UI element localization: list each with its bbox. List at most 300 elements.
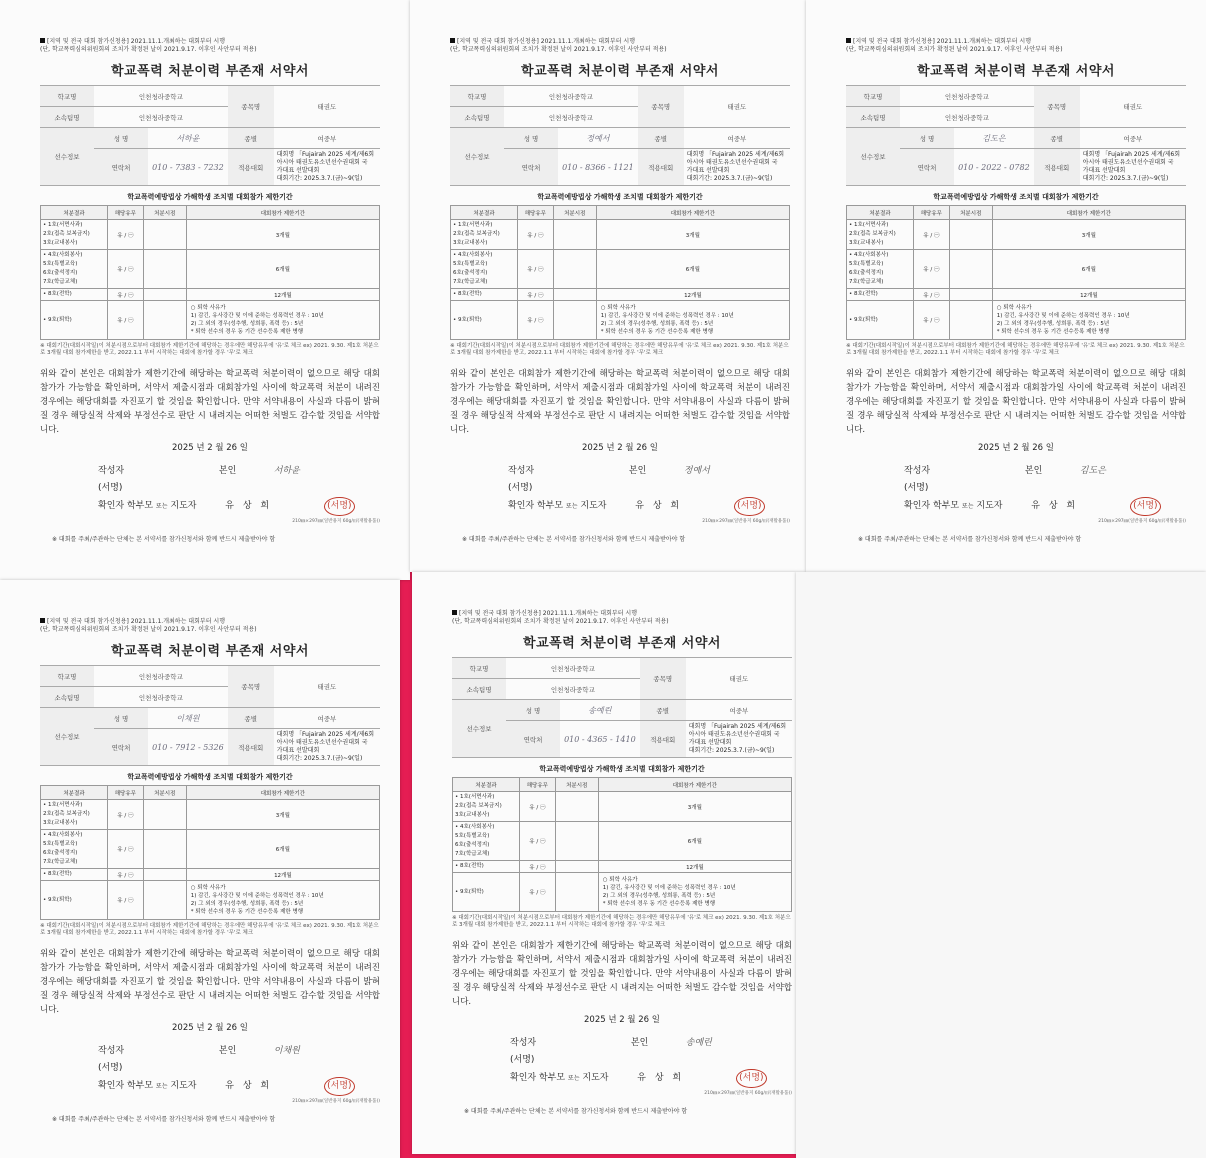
table-row [451,289,790,301]
disposition-date-cell [143,250,186,289]
disposition-date-cell [143,289,186,301]
event-line: 대회명 「Fujairah 2025 세계/제6회 [1082,151,1181,158]
paper-size-note: 210㎜×297㎜(일반용지 60g/㎡(재활용품)) [292,1099,380,1104]
disposition-item: 2호(접촉 보복금지) [43,811,90,817]
header-line-2: (단, 학교폭력심의위원회의 조치가 확정된 날이 2021.9.17. 이후인 사안부터 적용) [452,618,669,625]
disposition-item: • 4호(사회봉사) [43,252,83,258]
confirmer-label: 확인자 [510,1073,537,1083]
header-text: [지역 및 전국 대회 참가신청용] 2021.11.1.개최하는 대회부터 시행 [459,610,637,617]
sign-label: (서명) [510,1055,535,1065]
player-name: 김도은 [954,128,1034,149]
table-note: ※ 대회기간(대회시작일)이 처분시점으로부터 대회참가 제한기간에 해당하는 경우에만 해당유무에 '유'로 체크 ex) 2021. 9.30. 제1호 처분으로 3개월 대회 참가제한을 받고, 2022.1.1 부터 시작하는 대회에 참가할 경우 '무'로 체크 [846,343,1185,356]
restriction-table-title: 학교폭력예방법상 가해학생 조치별 대회참가 제한기간 [537,193,703,201]
school-label: 학교명 [452,658,506,679]
disposition-item: 3호(교내봉사) [849,240,884,246]
event-kind-label: 종목명 [638,86,684,128]
writer-signature: 서하윤 [273,466,300,476]
header-bullet-icon [452,610,457,615]
writer-label: 작성자 [904,466,931,476]
clause-line: * 퇴학 선수의 경우 동 기간 선수등록 제한 병행 [602,901,716,907]
applicability-mark: 유 / ㊀ [914,220,950,250]
school-value: 인천청라중학교 [504,86,638,107]
disposition-cell [41,220,108,250]
writer-signature: 정예서 [683,466,710,476]
school-label: 학교명 [40,86,94,107]
applicability-mark: 유 / ㊀ [520,792,556,822]
disposition-cell: • 8호(전학) [451,289,518,301]
contact-label: 연락처 [94,149,148,186]
event-entered-label: 적용대회 [1034,149,1080,186]
event-line: 아시아 태권도유소년선수권대회 국 [1082,159,1174,166]
disposition-item: 6호(출석정지) [43,850,78,856]
expulsion-clauses [598,873,791,912]
player-phone: 010 - 7912 - 5326 [148,729,228,766]
applicability-mark: 유 / ㊀ [914,289,950,301]
blank-sheet [796,572,1206,1158]
table-row [847,289,1186,301]
disposition-date-cell [555,822,598,861]
writer-label: 작성자 [508,466,535,476]
disposition-item: 5호(특별교육) [455,833,490,839]
header-bullet-icon [40,38,45,43]
player-name: 정예서 [558,128,638,149]
col-header: 해당유무 [914,206,950,220]
restriction-table [450,205,790,340]
coach-label: 지도자 [580,501,607,511]
disposition-date-cell [553,289,596,301]
disposition-item: 7호(학급교체) [43,859,78,865]
footnote: ※ 대회를 주최/주관하는 단체는 본 서약서를 참가신청서와 함께 반드시 제출받아야 함 [52,1116,276,1123]
event-line: 가대표 선발대회 [276,747,320,754]
player-info-label: 선수정보 [40,128,94,186]
clause-line: * 퇴학 선수의 경우 동 기간 선수등록 제한 병행 [190,329,304,335]
event-line: 대회명 「Fujairah 2025 세계/제6회 [276,151,375,158]
paper-size-note: 210㎜×297㎜(일반용지 60g/㎡(재활용품)) [704,1091,792,1096]
disposition-item: 3호(교내봉사) [43,820,78,826]
table-row [41,869,380,881]
clause-line: * 퇴학 선수의 경우 동 기간 선수등록 제한 병행 [996,329,1110,335]
event-line: 대회명 「Fujairah 2025 세계/제6회 [688,723,787,730]
pledge-body: 위와 같이 본인은 대회참가 제한기간에 해당하는 학교폭력 처분이력이 없으므로 해당 대회 참가가 가능함을 확인하며, 서약서 제출시점과 대회참가일 사이에 학교폭력 처분이 내려진 경우에는 해당대회를 자진포기 할 것임을 확인합니다. 만약 서약내용이 사실과 다름이 밝혀질 경우 해당실적 삭제와 부정선수로 판단 시 내려지는 어떠한 처벌도 감수할 것임을 서약합니다. [452,941,792,1007]
disposition-item: • 1호(서면사과) [43,222,83,228]
gender-class-label: 종별 [228,708,274,729]
contact-label: 연락처 [506,721,560,758]
disposition-item: 2호(접촉 보복금지) [43,231,90,237]
disposition-date-cell [555,873,598,912]
disposition-date-cell [553,250,596,289]
self-label: 본인 [218,466,237,476]
table-row [453,822,792,861]
col-header: 대회참가 제한기간 [992,206,1185,220]
or-label: 또는 [961,503,974,510]
disposition-date-cell [949,220,992,250]
coach-label: 지도자 [170,1081,197,1091]
paper-size-note: 210㎜×297㎜(일반용지 60g/㎡(재활용품)) [1098,519,1186,524]
signature-block [98,463,380,516]
event-kind-value: 태권도 [1080,86,1186,128]
disposition-date-cell [143,830,186,869]
disposition-date-cell [555,861,598,873]
disposition-cell [453,792,520,822]
disposition-cell: • 8호(전학) [41,869,108,881]
footnote: ※ 대회를 주최/주관하는 단체는 본 서약서를 참가신청서와 함께 반드시 제출받아야 함 [858,536,1082,543]
col-header: 해당유무 [108,786,144,800]
player-info-table [450,85,790,186]
table-row [453,873,792,912]
header-line-1 [452,610,792,618]
sign-label: (서명) [904,483,929,493]
clause-line: 2) 그 외의 경우(성추행, 성희롱, 폭력 등) : 5년 [190,321,304,327]
seal-stamp: (서명) [324,497,354,516]
school-value: 인천청라중학교 [506,658,640,679]
team-label: 소속팀명 [846,107,900,128]
header-line-1 [846,38,1186,46]
agreement-document [846,38,1186,543]
restriction-table-title: 학교폭력예방법상 가해학생 조치별 대회참가 제한기간 [127,773,293,781]
event-entered-label: 적용대회 [640,721,686,758]
disposition-item: • 4호(사회봉사) [455,824,495,830]
applicability-mark: 유 / ㊀ [518,301,554,340]
player-name: 서하윤 [148,128,228,149]
writer-signature: 이채원 [273,1046,300,1056]
guardian-label: 학부모 [536,501,564,511]
writer-row [508,463,790,497]
school-value: 인천청라중학교 [94,86,228,107]
col-header: 처분시점 [143,786,186,800]
disposition-cell: • 8호(전학) [41,289,108,301]
event-entered-value [1080,149,1186,186]
clause-line: ○ 퇴학 사유가 [996,305,1032,311]
event-kind-value: 태권도 [274,666,380,708]
footnote: ※ 대회를 주최/주관하는 단체는 본 서약서를 참가신청서와 함께 반드시 제출받아야 함 [464,1108,688,1115]
header-line-1 [40,618,380,626]
table-row [41,301,380,340]
disposition-date-cell [143,220,186,250]
clause-line: 2) 그 외의 경우(성추행, 성희롱, 폭력 등) : 5년 [996,321,1110,327]
applicability-mark: 유 / ㊀ [520,861,556,873]
disposition-cell: • 9호(퇴학) [41,301,108,340]
header-line-2: (단, 학교폭력심의위원회의 조치가 확정된 날이 2021.9.17. 이후인 사안부터 적용) [846,46,1063,53]
event-kind-value: 태권도 [684,86,790,128]
clause-line: 1) 감긴, 유사강간 및 이에 준하는 성폭력인 경우 : 10년 [190,313,324,319]
player-info-table [40,85,380,186]
applicability-mark: 유 / ㊀ [518,289,554,301]
header-line-2: (단, 학교폭력심의위원회의 조치가 확정된 날이 2021.9.17. 이후인 사안부터 적용) [40,46,257,53]
player-info-table [452,657,792,758]
player-info-table [846,85,1186,186]
disposition-cell: • 9호(퇴학) [451,301,518,340]
disposition-date-cell [949,250,992,289]
col-header: 처분결과 [451,206,518,220]
confirmer-row [98,1077,380,1096]
pledge-body: 위와 같이 본인은 대회참가 제한기간에 해당하는 학교폭력 처분이력이 없으므로 해당 대회 참가가 가능함을 확인하며, 서약서 제출시점과 대회참가일 사이에 학교폭력 처분이 내려진 경우에는 해당대회를 자진포기 할 것임을 확인합니다. 만약 서약내용이 사실과 다름이 밝혀질 경우 해당실적 삭제와 부정선수로 판단 시 내려지는 어떠한 처벌도 감수할 것임을 서약합니다. [846,369,1186,435]
col-header: 처분결과 [41,786,108,800]
restriction-table [40,785,380,920]
disposition-date-cell [553,220,596,250]
table-row [847,220,1186,250]
event-period: 대회기간: 2025.3.7.(금)~9(일) [1082,175,1169,182]
confirmer-row [508,497,790,516]
player-info-label: 선수정보 [40,708,94,766]
writer-row [98,1043,380,1077]
disposition-item: 2호(접촉 보복금지) [453,231,500,237]
applicability-mark: 유 / ㊀ [108,250,144,289]
restriction-table-title: 학교폭력예방법상 가해학생 조치별 대회참가 제한기간 [539,765,705,773]
header-bullet-icon [846,38,851,43]
disposition-item: 7호(학급교체) [453,279,488,285]
table-row [41,800,380,830]
clause-line: ○ 퇴학 사유가 [190,885,226,891]
header-text: [지역 및 전국 대회 참가신청용] 2021.11.1.개최하는 대회부터 시행 [853,38,1031,45]
disposition-cell: • 9호(퇴학) [453,873,520,912]
header-bullet-icon [40,618,45,623]
writer-row [510,1035,792,1069]
event-line: 가대표 선발대회 [276,167,320,174]
restriction-period: 3개월 [186,220,379,250]
disposition-item: 7호(학급교체) [455,851,490,857]
clause-line: 1) 감긴, 유사강간 및 이에 준하는 성폭력인 경우 : 10년 [996,313,1130,319]
writer-signature: 김도은 [1079,466,1106,476]
clause-line: ○ 퇴학 사유가 [600,305,636,311]
table-note: ※ 대회기간(대회시작일)이 처분시점으로부터 대회참가 제한기간에 해당하는 경우에만 해당유무에 '유'로 체크 ex) 2021. 9.30. 제1호 처분으로 3개월 대회 참가제한을 받고, 2022.1.1 부터 시작하는 대회에 참가할 경우 '무'로 체크 [452,915,791,928]
disposition-cell [41,250,108,289]
disposition-item: 5호(특별교육) [453,261,488,267]
disposition-item: 6호(출석정지) [453,270,488,276]
seal-stamp: (서명) [736,1069,766,1088]
paper-size-note: 210㎜×297㎜(일반용지 60g/㎡(재활용품)) [292,519,380,524]
table-row [451,250,790,289]
or-label: 또는 [567,1075,580,1082]
event-entered-value [274,149,380,186]
team-label: 소속팀명 [40,107,94,128]
seal-stamp: (서명) [734,497,764,516]
event-kind-label: 종목명 [228,86,274,128]
school-label: 학교명 [846,86,900,107]
restriction-period: 6개월 [598,822,791,861]
writer-row [98,463,380,497]
col-header: 대회참가 제한기간 [186,786,379,800]
agreement-sheet [412,572,796,1154]
paper-size-note: 210㎜×297㎜(일반용지 60g/㎡(재활용품)) [702,519,790,524]
name-label: 성 명 [504,128,558,149]
guardian-label: 학부모 [932,501,960,511]
col-header: 대회참가 제한기간 [598,778,791,792]
disposition-cell: • 8호(전학) [453,861,520,873]
event-line: 아시아 태권도유소년선수권대회 국 [686,159,778,166]
disposition-date-cell [949,289,992,301]
disposition-date-cell [143,301,186,340]
coach-label: 지도자 [976,501,1003,511]
event-line: 가대표 선발대회 [688,739,732,746]
table-row [453,861,792,873]
disposition-date-cell [143,881,186,920]
writer-label: 작성자 [510,1038,537,1048]
disposition-item: 6호(출석정지) [455,842,490,848]
event-line: 대회명 「Fujairah 2025 세계/제6회 [276,731,375,738]
col-header: 해당유무 [518,206,554,220]
disposition-cell [41,800,108,830]
expulsion-clauses [186,301,379,340]
document-title: 학교폭력 처분이력 부존재 서약서 [521,64,719,79]
guardian-label: 학부모 [126,501,154,511]
coach-name: 유 상 희 [635,501,683,511]
event-line: 아시아 태권도유소년선수권대회 국 [688,731,780,738]
event-entered-value [686,721,792,758]
clause-line: 1) 감긴, 유사강간 및 이에 준하는 성폭력인 경우 : 10년 [600,313,734,319]
header-text: [지역 및 전국 대회 참가신청용] 2021.11.1.개최하는 대회부터 시행 [457,38,635,45]
col-header: 처분시점 [143,206,186,220]
clause-line: ○ 퇴학 사유가 [190,305,226,311]
event-kind-label: 종목명 [640,658,686,700]
contact-label: 연락처 [504,149,558,186]
coach-name: 유 상 희 [225,501,273,511]
sign-label: (서명) [508,483,533,493]
expulsion-clauses [186,881,379,920]
restriction-period: 6개월 [186,830,379,869]
header-line-1 [40,38,380,46]
gender-class-label: 종별 [638,128,684,149]
signature-block [904,463,1186,516]
restriction-period: 12개월 [596,289,789,301]
agreement-sheet [806,0,1206,572]
agreement-document [40,618,380,1123]
restriction-table [40,205,380,340]
disposition-item: 5호(특별교육) [849,261,884,267]
player-phone: 010 - 2022 - 0782 [954,149,1034,186]
signature-block [98,1043,380,1096]
header-bullet-icon [450,38,455,43]
restriction-period: 12개월 [992,289,1185,301]
applicability-mark: 유 / ㊀ [108,830,144,869]
disposition-item: 2호(접촉 보복금지) [849,231,896,237]
or-label: 또는 [155,503,168,510]
table-row [847,301,1186,340]
col-header: 대회참가 제한기간 [596,206,789,220]
or-label: 또는 [565,503,578,510]
event-line: 아시아 태권도유소년선수권대회 국 [276,739,368,746]
applicability-mark: 유 / ㊀ [108,800,144,830]
name-label: 성 명 [94,708,148,729]
disposition-item: • 1호(서면사과) [455,794,495,800]
event-line: 대회명 「Fujairah 2025 세계/제6회 [686,151,785,158]
table-row [847,250,1186,289]
confirmer-row [510,1069,792,1088]
self-label: 본인 [630,1038,649,1048]
restriction-period: 6개월 [992,250,1185,289]
event-line: 가대표 선발대회 [1082,167,1126,174]
table-row [41,830,380,869]
player-name: 이채원 [148,708,228,729]
pledge-body: 위와 같이 본인은 대회참가 제한기간에 해당하는 학교폭력 처분이력이 없으므로 해당 대회 참가가 가능함을 확인하며, 서약서 제출시점과 대회참가일 사이에 학교폭력 처분이 내려진 경우에는 해당대회를 자진포기 할 것임을 확인합니다. 만약 서약내용이 사실과 다름이 밝혀질 경우 해당실적 삭제와 부정선수로 판단 시 내려지는 어떠한 처벌도 감수할 것임을 서약합니다. [40,949,380,1015]
pledge-date: 2025 년 2 월 26 일 [978,443,1054,453]
agreement-sheet [0,0,410,580]
agreement-document [40,38,380,543]
disposition-item: 6호(출석정지) [849,270,884,276]
col-header: 처분결과 [453,778,520,792]
coach-name: 유 상 희 [225,1081,273,1091]
applicability-mark: 유 / ㊀ [108,220,144,250]
header-text: [지역 및 전국 대회 참가신청용] 2021.11.1.개최하는 대회부터 시행 [47,618,225,625]
gender-class-value: 여중부 [274,708,380,729]
document-title: 학교폭력 처분이력 부존재 서약서 [523,636,721,651]
event-entered-label: 적용대회 [228,149,274,186]
disposition-item: • 1호(서면사과) [849,222,889,228]
gender-class-label: 종별 [1034,128,1080,149]
col-header: 처분결과 [41,206,108,220]
event-period: 대회기간: 2025.3.7.(금)~9(일) [686,175,773,182]
clause-line: 2) 그 외의 경우(성추행, 성희롱, 폭력 등) : 5년 [602,893,716,899]
disposition-cell [847,220,914,250]
document-title: 학교폭력 처분이력 부존재 서약서 [111,644,309,659]
agreement-document [450,38,790,543]
self-label: 본인 [1024,466,1043,476]
disposition-cell: • 9호(퇴학) [41,881,108,920]
col-header: 처분결과 [847,206,914,220]
name-label: 성 명 [900,128,954,149]
event-entered-value [274,729,380,766]
table-row [451,220,790,250]
team-value: 인천청라중학교 [94,107,228,128]
school-label: 학교명 [40,666,94,687]
writer-signature: 송예린 [685,1038,712,1048]
table-note: ※ 대회기간(대회시작일)이 처분시점으로부터 대회참가 제한기간에 해당하는 경우에만 해당유무에 '유'로 체크 ex) 2021. 9.30. 제1호 처분으로 3개월 대회 참가제한을 받고, 2022.1.1 부터 시작하는 대회에 참가할 경우 '무'로 체크 [450,343,789,356]
event-kind-label: 종목명 [1034,86,1080,128]
document-title: 학교폭력 처분이력 부존재 서약서 [111,64,309,79]
restriction-table-title: 학교폭력예방법상 가해학생 조치별 대회참가 제한기간 [127,193,293,201]
player-info-table [40,665,380,766]
event-period: 대회기간: 2025.3.7.(금)~9(일) [276,755,363,762]
disposition-item: 3호(교내봉사) [453,240,488,246]
restriction-period: 12개월 [186,869,379,881]
clause-line: 1) 감긴, 유사강간 및 이에 준하는 성폭력인 경우 : 10년 [190,893,324,899]
col-header: 해당유무 [108,206,144,220]
disposition-item: 2호(접촉 보복금지) [455,803,502,809]
guardian-label: 학부모 [126,1081,154,1091]
restriction-period: 3개월 [992,220,1185,250]
confirmer-label: 확인자 [98,1081,125,1091]
self-label: 본인 [218,1046,237,1056]
clause-line: ○ 퇴학 사유가 [602,877,638,883]
disposition-cell [453,822,520,861]
gender-class-value: 여중부 [274,128,380,149]
signature-block [508,463,790,516]
player-info-label: 선수정보 [846,128,900,186]
pledge-date: 2025 년 2 월 26 일 [582,443,658,453]
event-kind-value: 태권도 [686,658,792,700]
coach-label: 지도자 [170,501,197,511]
disposition-cell [847,250,914,289]
writer-label: 작성자 [98,466,125,476]
coach-name: 유 상 희 [637,1073,685,1083]
disposition-date-cell [949,301,992,340]
applicability-mark: 유 / ㊀ [914,250,950,289]
applicability-mark: 유 / ㊀ [520,822,556,861]
team-label: 소속팀명 [452,679,506,700]
restriction-period: 6개월 [186,250,379,289]
disposition-item: 6호(출석정지) [43,270,78,276]
event-kind-label: 종목명 [228,666,274,708]
school-label: 학교명 [450,86,504,107]
applicability-mark: 유 / ㊀ [108,301,144,340]
disposition-cell [451,250,518,289]
event-line: 아시아 태권도유소년선수권대회 국 [276,159,368,166]
header-line-2: (단, 학교폭력심의위원회의 조치가 확정된 날이 2021.9.17. 이후인 사안부터 적용) [40,626,257,633]
player-info-label: 선수정보 [452,700,506,758]
table-row [41,250,380,289]
gender-class-label: 종별 [228,128,274,149]
applicability-mark: 유 / ㊀ [108,881,144,920]
coach-label: 지도자 [582,1073,609,1083]
